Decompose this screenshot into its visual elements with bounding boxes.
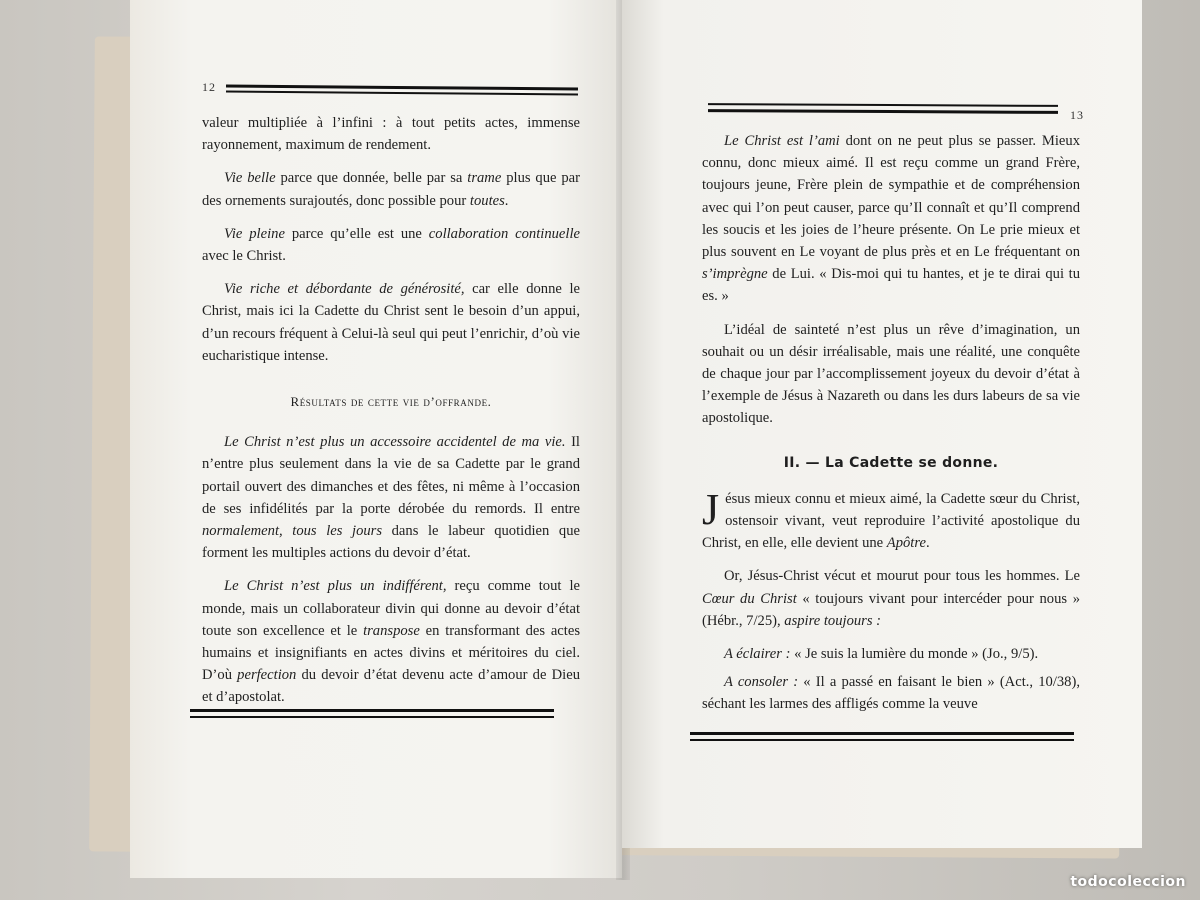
- watermark: todocoleccion: [1070, 874, 1186, 890]
- paragraph: valeur multipliée à l’infini : à tout petits actes, immense rayonnement, maximum de rendement.: [202, 115, 580, 154]
- right-text-column: [702, 130, 1080, 727]
- paragraph: L’idéal de sainteté n’est plus un rêve d’imagination, un souhait ou un désir irréalisable, mais une réalité, une conquête de chaque jour par l’accomplissement joyeux du devoir d’état à l’exemple de Jésus à Nazareth ou dans les durs labeurs de sa vie apostolique.: [702, 321, 1080, 427]
- page-number-right: 13: [1070, 108, 1084, 122]
- right-page: [622, 0, 1142, 848]
- header-rule-left-thin: [226, 90, 578, 95]
- paragraph: Or, Jésus-Christ vécut et mourut pour tous les hommes. Le Cœur du Christ « toujours vivant pour intercéder pour nous » (Hébr., 7/25), aspire toujours :: [702, 568, 1080, 629]
- footer-rule-left: [190, 709, 554, 712]
- header-rule-right: [708, 109, 1058, 114]
- left-page: [130, 0, 622, 878]
- footer-rule-right-thin: [690, 739, 1074, 741]
- paragraph: A consoler : « Il a passé en faisant le bien » (Act., 10/38), séchant les larmes des affligés comme la veuve: [702, 674, 1080, 713]
- paragraph: Le Christ est l’ami dont on ne peut plus se passer. Mieux connu, donc mieux aimé. Il est reçu comme un grand Frère, toujours jeune, Frère plein de sympathie et de compréhension avec qui l’on peut causer, parce qu’Il connaît et qu’Il comprend les soucis et les joies de l’heure présente. On Le prie mieux et plus souvent en Le voyant de plus près et en Le fréquentant on s’imprègne de Lui. « Dis-moi qui tu hantes, et je te dirai qui tu es. »: [702, 133, 1080, 305]
- paragraph: Vie riche et débordante de générosité, car elle donne le Christ, mais ici la Cadette du Christ sent le besoin d’un appui, d’un recours fréquent à Celui-là seul qui peut l’enrichir, d’où vie eucharistique intense.: [202, 281, 580, 364]
- paragraph: Vie belle parce que donnée, belle par sa trame plus que par des ornements surajoutés, donc possible pour toutes.: [202, 170, 580, 209]
- paragraph: A éclairer : « Je suis la lumière du monde » (Jo., 9/5).: [724, 646, 1039, 663]
- header-rule-right-thin: [708, 103, 1058, 107]
- section-heading: Résultats de cette vie d’offrande.: [290, 394, 492, 410]
- paragraph: Vie pleine parce qu’elle est une collaboration continuelle avec le Christ.: [202, 225, 580, 265]
- header-rule-left: [226, 84, 578, 90]
- left-text-column: [202, 112, 580, 720]
- paragraph: Le Christ n’est plus un indifférent, reçu comme tout le monde, mais un collaborateur divin qui donne au devoir d’état toute son excellence et le transpose en transformant des actes humains et insignifiants en actes divins et méritoires du ciel. D’où perfection du devoir d’état devenu acte d’amour de Dieu et d’apostolat.: [202, 578, 580, 706]
- section-title: II. — La Cadette se donne.: [783, 454, 999, 471]
- footer-rule-left-thin: [190, 716, 554, 718]
- paragraph-dropcap: Jésus mieux connu et mieux aimé, la Cadette sœur du Christ, ostensoir vivant, veut reproduire l’activité apostolique du Christ, en elle, elle devient une Apôtre.: [702, 484, 1080, 552]
- paragraph: Le Christ n’est plus un accessoire accidentel de ma vie. Il n’entre plus seulement dans la vie de sa Cadette par le grand portail ouvert des dimanches et des fêtes, ni même à l’occasion de ses infidélités par la porte dérobée du remords. Il entre normalement, tous les jours dans le labeur quotidien que forment les multiples actions du devoir d’état.: [202, 434, 581, 562]
- page-number-left: 12: [202, 80, 216, 94]
- footer-rule-right: [690, 732, 1074, 735]
- drop-cap: J: [702, 484, 720, 534]
